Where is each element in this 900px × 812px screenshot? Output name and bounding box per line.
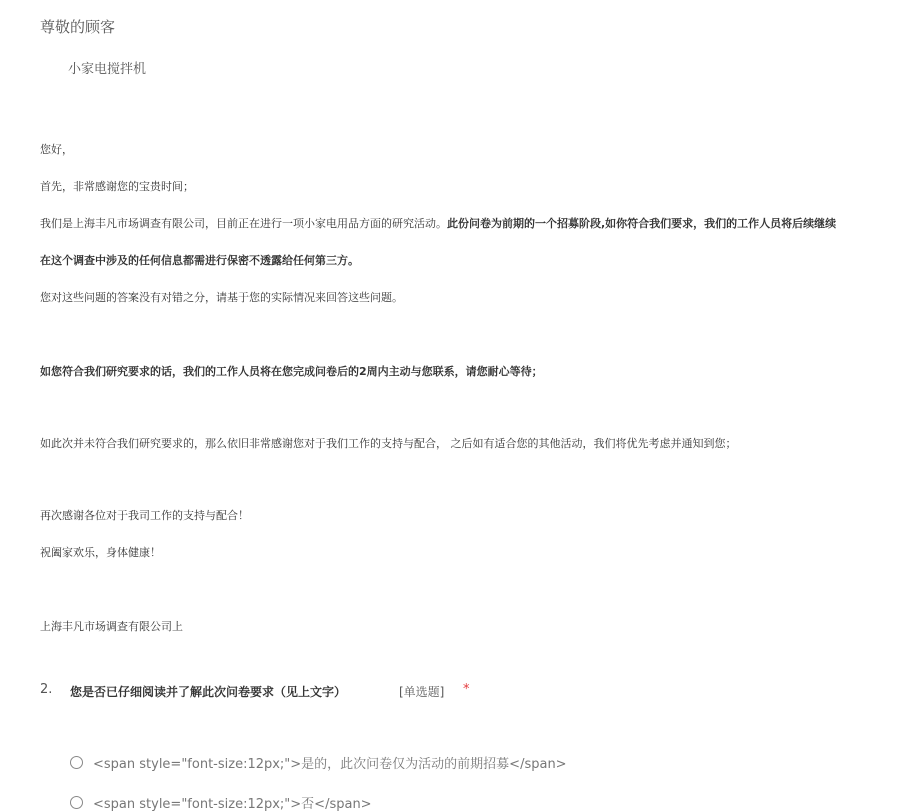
hello-text: 您好， [40, 143, 73, 156]
option-label: <span style="font-size:12px;">否</span> [93, 797, 372, 812]
thanks-again-text: 再次感谢各位对于我司工作的支持与配合！ [40, 509, 249, 522]
no-right-wrong-text: 您对这些问题的答案没有对错之分，请基于您的实际情况来回答这些问题。 [40, 291, 403, 304]
question-title: 您是否已仔细阅读并了解此次问卷要求（见上文字） [70, 685, 347, 699]
company-intro-text: 我们是上海丰凡市场调查有限公司，目前正在进行一项小家电用品方面的研究活动。 [40, 217, 447, 230]
greeting-heading: 尊敬的顾客 [40, 18, 116, 36]
confidential-text: 在这个调查中涉及的任何信息都需进行保密不透露给任何第三方。 [40, 254, 359, 267]
question-type-label: [单选题] [399, 685, 445, 699]
question-number: 2. [40, 682, 53, 697]
wish-text: 祝阖家欢乐，身体健康！ [40, 546, 161, 559]
if-not-qualified-text: 如此次并未符合我们研究要求的，那么依旧非常感谢您对于我们工作的支持与配合， 之后如有适合您的其他活动，我们将优先考虑并通知到您； [40, 437, 737, 450]
product-name: 小家电搅拌机 [68, 62, 147, 77]
company-intro-paragraph [40, 215, 836, 231]
if-qualified-text: 如您符合我们研究要求的话，我们的工作人员将在您完成问卷后的2周内主动与您联系，请您耐心等待； [40, 365, 543, 378]
option-no[interactable] [70, 793, 372, 812]
required-mark: * [463, 682, 470, 697]
option-yes[interactable] [70, 753, 567, 772]
radio-button-icon[interactable] [70, 796, 83, 809]
signature-text: 上海丰凡市场调查有限公司上 [40, 620, 183, 633]
option-label: <span style="font-size:12px;">是的，此次问卷仅为活动的前期招募</span> [93, 757, 567, 772]
thanks-time-text: 首先，非常感谢您的宝贵时间； [40, 180, 194, 193]
company-intro-bold-text: 此份问卷为前期的一个招募阶段,如你符合我们要求，我们的工作人员将后续继续 [447, 217, 837, 230]
radio-button-icon[interactable] [70, 756, 83, 769]
